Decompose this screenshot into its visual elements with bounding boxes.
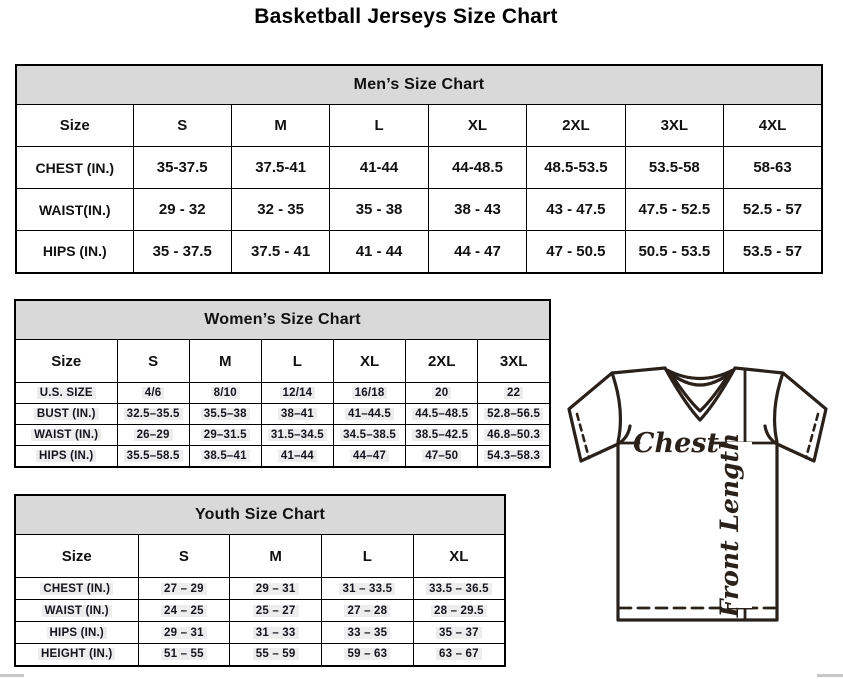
table-cell: 48.5-53.5 [527, 147, 625, 189]
table-cell: 53.5-58 [625, 147, 723, 189]
front-length-label: Front Length [715, 432, 744, 618]
chest-label: Chest [633, 428, 719, 459]
table-row [15, 600, 505, 622]
table-cell: 35-37.5 [133, 147, 231, 189]
row-label [15, 600, 138, 622]
column-header: M [231, 105, 329, 147]
column-header: XL [428, 105, 526, 147]
table-cell [478, 383, 550, 404]
row-label [15, 644, 138, 666]
table-cell [413, 622, 505, 644]
table-row [15, 578, 505, 600]
cell-text: 24 – 25 [161, 605, 207, 617]
cell-text: 4/6 [142, 387, 165, 399]
column-header: Size [15, 535, 138, 578]
column-header: L [330, 105, 428, 147]
cell-text: WAIST (IN.) [31, 429, 101, 441]
row-label [15, 578, 138, 600]
cell-text: 8/10 [211, 387, 240, 399]
cell-text: 35 – 37 [436, 627, 482, 639]
jersey-outline [569, 368, 826, 620]
row-label [15, 446, 117, 467]
cell-text: 27 – 29 [161, 583, 207, 595]
column-header: 4XL [724, 105, 822, 147]
cell-text: 44.5–48.5 [412, 408, 471, 420]
column-header: 3XL [625, 105, 723, 147]
column-header: L [261, 340, 333, 383]
table-cell [230, 600, 322, 622]
table-header-row [15, 340, 550, 383]
table-cell: 41 - 44 [330, 231, 428, 273]
row-label: HIPS (IN.) [16, 231, 133, 273]
table-cell [189, 425, 261, 446]
cell-text: 29 – 31 [161, 627, 207, 639]
cell-text: 33 – 35 [344, 627, 390, 639]
table-cell [322, 644, 414, 666]
row-label [15, 383, 117, 404]
cell-text: HEIGHT (IN.) [38, 648, 115, 660]
cell-text: 29–31.5 [201, 429, 250, 441]
column-header: Size [15, 340, 117, 383]
table-cell: 47 - 50.5 [527, 231, 625, 273]
column-header: XL [413, 535, 505, 578]
table-cell: 41-44 [330, 147, 428, 189]
table-cell [333, 425, 405, 446]
cell-text: 33.5 – 36.5 [426, 583, 492, 595]
cell-text: 29 – 31 [253, 583, 299, 595]
cell-text: 31 – 33 [253, 627, 299, 639]
table-cell [478, 404, 550, 425]
cell-text: 31 – 33.5 [339, 583, 395, 595]
womens-table-title: Women’s Size Chart [15, 300, 550, 340]
table-row [15, 383, 550, 404]
cell-text: 47–50 [422, 450, 461, 462]
column-header: M [189, 340, 261, 383]
table-cell: 53.5 - 57 [724, 231, 822, 273]
column-header: S [117, 340, 189, 383]
table-row [15, 425, 550, 446]
youth-size-table [14, 494, 506, 667]
cell-text: 34.5–38.5 [340, 429, 399, 441]
column-header: S [138, 535, 230, 578]
horizontal-scrollbar-fragment-left[interactable] [0, 674, 24, 677]
cell-text: 25 – 27 [253, 605, 299, 617]
cell-text: 41–44 [278, 450, 317, 462]
cell-text: 26–29 [134, 429, 173, 441]
table-cell [413, 644, 505, 666]
table-cell: 47.5 - 52.5 [625, 189, 723, 231]
table-cell [333, 383, 405, 404]
horizontal-scrollbar-fragment-right[interactable] [817, 674, 843, 677]
column-header: 2XL [527, 105, 625, 147]
table-cell: 38 - 43 [428, 189, 526, 231]
cell-text: HIPS (IN.) [36, 450, 96, 462]
column-header: L [322, 535, 414, 578]
cell-text: 44–47 [350, 450, 389, 462]
cell-text: 55 – 59 [253, 648, 299, 660]
column-header: M [230, 535, 322, 578]
table-cell [406, 383, 478, 404]
cell-text: WAIST (IN.) [42, 605, 112, 617]
cell-text: 12/14 [280, 387, 316, 399]
table-cell [413, 578, 505, 600]
row-label [15, 622, 138, 644]
cell-text: 35.5–38 [201, 408, 250, 420]
table-row [16, 147, 822, 189]
table-cell [261, 446, 333, 467]
table-cell [117, 446, 189, 467]
cell-text: 27 – 28 [344, 605, 390, 617]
table-cell [406, 404, 478, 425]
cell-text: 38.5–41 [201, 450, 250, 462]
cell-text: 59 – 63 [344, 648, 390, 660]
table-cell [478, 425, 550, 446]
table-cell: 32 - 35 [231, 189, 329, 231]
womens-size-table [14, 299, 551, 468]
table-cell [230, 622, 322, 644]
table-cell [478, 446, 550, 467]
page-title: Basketball Jerseys Size Chart [254, 5, 558, 28]
cell-text: 51 – 55 [161, 648, 207, 660]
table-title-row [15, 495, 505, 535]
table-row [15, 644, 505, 666]
table-cell [322, 600, 414, 622]
cell-text: 52.8–56.5 [484, 408, 543, 420]
column-header: XL [333, 340, 405, 383]
table-row [15, 622, 505, 644]
cell-text: 31.5–34.5 [268, 429, 327, 441]
table-cell [189, 404, 261, 425]
table-cell [189, 446, 261, 467]
table-cell: 44 - 47 [428, 231, 526, 273]
table-cell [117, 404, 189, 425]
table-cell [322, 622, 414, 644]
table-cell [406, 425, 478, 446]
table-header-row [15, 535, 505, 578]
table-cell [333, 404, 405, 425]
column-header: S [133, 105, 231, 147]
mens-size-table [15, 64, 823, 274]
table-cell [138, 644, 230, 666]
cell-text: U.S. SIZE [37, 387, 96, 399]
cell-text: CHEST (IN.) [40, 583, 113, 595]
table-cell [261, 404, 333, 425]
table-cell: 44-48.5 [428, 147, 526, 189]
cell-text: 20 [432, 387, 451, 399]
table-cell [261, 425, 333, 446]
row-label: WAIST(IN.) [16, 189, 133, 231]
cell-text: 41–44.5 [345, 408, 394, 420]
table-cell: 50.5 - 53.5 [625, 231, 723, 273]
cell-text: 46.8–50.3 [484, 429, 543, 441]
cell-text: 28 – 29.5 [431, 605, 487, 617]
cell-text: 22 [504, 387, 523, 399]
table-cell: 37.5 - 41 [231, 231, 329, 273]
table-cell [138, 578, 230, 600]
column-header: 3XL [478, 340, 550, 383]
mens-table-title: Men’s Size Chart [16, 65, 822, 105]
table-title-row [15, 300, 550, 340]
table-cell [117, 383, 189, 404]
table-cell: 58-63 [724, 147, 822, 189]
table-header-row [16, 105, 822, 147]
youth-table-title: Youth Size Chart [15, 495, 505, 535]
table-row [16, 231, 822, 273]
table-cell [413, 600, 505, 622]
table-cell [117, 425, 189, 446]
armhole-seam-left [612, 373, 620, 442]
table-cell [189, 383, 261, 404]
row-label [15, 404, 117, 425]
table-cell: 35 - 37.5 [133, 231, 231, 273]
table-cell: 43 - 47.5 [527, 189, 625, 231]
cell-text: 54.3–58.3 [484, 450, 543, 462]
cell-text: 38.5–42.5 [412, 429, 471, 441]
table-cell [230, 578, 322, 600]
cell-text: 16/18 [352, 387, 388, 399]
table-cell: 35 - 38 [330, 189, 428, 231]
table-cell [138, 622, 230, 644]
table-cell [322, 578, 414, 600]
table-row [15, 404, 550, 425]
table-cell: 29 - 32 [133, 189, 231, 231]
table-title-row [16, 65, 822, 105]
table-cell: 37.5-41 [231, 147, 329, 189]
cell-text: 63 – 67 [436, 648, 482, 660]
cell-text: 32.5–35.5 [124, 408, 183, 420]
table-cell: 52.5 - 57 [724, 189, 822, 231]
table-cell [230, 644, 322, 666]
table-cell [406, 446, 478, 467]
table-row [16, 189, 822, 231]
cell-text: 35.5–58.5 [124, 450, 183, 462]
column-header: 2XL [406, 340, 478, 383]
jersey-diagram [565, 362, 837, 624]
table-cell [138, 600, 230, 622]
cell-text: HIPS (IN.) [47, 627, 107, 639]
cell-text: BUST (IN.) [34, 408, 99, 420]
column-header: Size [16, 105, 133, 147]
table-cell [333, 446, 405, 467]
row-label: CHEST (IN.) [16, 147, 133, 189]
row-label [15, 425, 117, 446]
armhole-seam-right [775, 373, 783, 442]
cell-text: 38–41 [278, 408, 317, 420]
table-cell [261, 383, 333, 404]
table-row [15, 446, 550, 467]
